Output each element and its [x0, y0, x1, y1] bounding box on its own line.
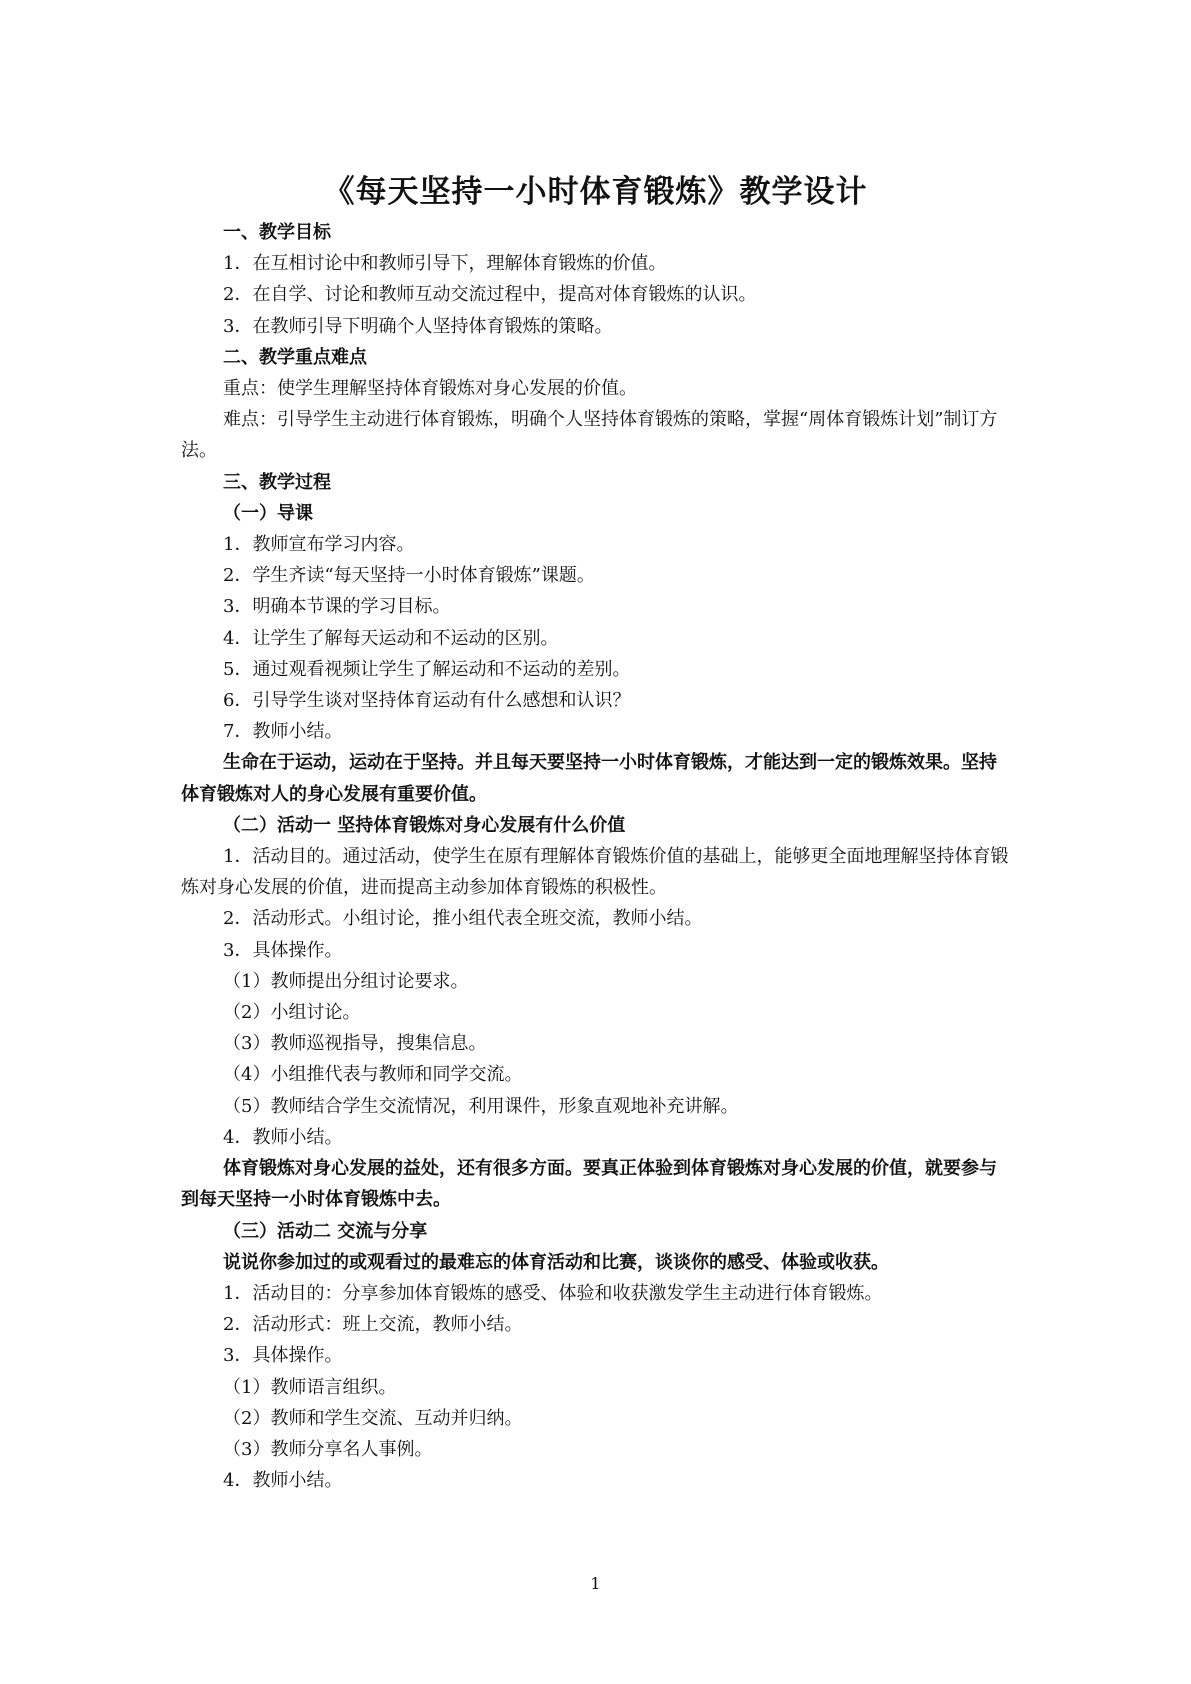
goal-item: 3．在教师引导下明确个人坚持体育锻炼的策略。: [223, 315, 613, 337]
goal-item: 1．在互相讨论中和教师引导下，理解体育锻炼的价值。: [223, 253, 667, 275]
activity1-step: （1）教师提出分组讨论要求。: [223, 970, 469, 992]
page-number: 1: [590, 1574, 601, 1593]
activity2-form: 2．活动形式：班上交流，教师小结。: [223, 1314, 523, 1336]
section-heading-goals: 一、教学目标: [223, 222, 331, 243]
document-body: [181, 217, 1013, 1496]
activity2-step: （3）教师分享名人事例。: [223, 1438, 433, 1460]
activity1-step: （5）教师结合学生交流情况，利用课件，形象直观地补充讲解。: [223, 1095, 739, 1117]
activity2-summary-label: 4．教师小结。: [223, 1470, 343, 1492]
subsection-heading-intro: （一）导课: [223, 502, 313, 524]
activity1-form: 2．活动形式。小组讨论，推小组代表全班交流，教师小结。: [223, 908, 703, 930]
activity2-step: （2）教师和学生交流、互动并归纳。: [223, 1407, 523, 1429]
activity2-step: （1）教师语言组织。: [223, 1376, 397, 1398]
intro-item: 3．明确本节课的学习目标。: [223, 596, 451, 618]
activity2-prompt: 说说你参加过的或观看过的最难忘的体育活动和比赛，谈谈你的感受、体验或收获。: [223, 1251, 889, 1273]
subsection-heading-activity2: （三）活动二 交流与分享: [223, 1220, 428, 1242]
activity2-operation: 3．具体操作。: [223, 1345, 343, 1367]
intro-item: 1．教师宣布学习内容。: [223, 534, 415, 556]
page-title: 《每天坚持一小时体育锻炼》教学设计: [323, 174, 868, 210]
key-point-text: 重点：使学生理解坚持体育锻炼对身心发展的价值。: [223, 378, 637, 400]
subsection-heading-activity1: （二）活动一 坚持体育锻炼对身心发展有什么价值: [223, 814, 626, 836]
intro-item: 7．教师小结。: [223, 721, 343, 743]
activity1-summary: 体育锻炼对身心发展的益处，还有很多方面。要真正体验到体育锻炼对身心发展的价值，就要参与到每天坚持一小时体育锻炼中去。: [181, 1158, 997, 1211]
activity1-step: （2）小组讨论。: [223, 1002, 361, 1024]
section-heading-key-points: 二、教学重点难点: [223, 346, 367, 368]
intro-item: 4．让学生了解每天运动和不运动的区别。: [223, 627, 559, 649]
section-heading-process: 三、教学过程: [223, 471, 331, 493]
intro-summary: 生命在于运动，运动在于坚持。并且每天要坚持一小时体育锻炼，才能达到一定的锻炼效果。坚持体育锻炼对人的身心发展有重要价值。: [181, 752, 997, 805]
activity2-purpose: 1．活动目的：分享参加体育锻炼的感受、体验和收获激发学生主动进行体育锻炼。: [223, 1282, 883, 1304]
difficulty-text: 难点：引导学生主动进行体育锻炼，明确个人坚持体育锻炼的策略，掌握“周体育锻炼计划”制订方法。: [181, 409, 998, 462]
intro-item: 6．引导学生谈对坚持体育运动有什么感想和认识？: [223, 690, 631, 712]
intro-item: 2．学生齐读“每天坚持一小时体育锻炼”课题。: [223, 565, 595, 587]
activity1-operation: 3．具体操作。: [223, 939, 343, 961]
activity1-summary-label: 4．教师小结。: [223, 1126, 343, 1148]
activity1-step: （4）小组推代表与教师和同学交流。: [223, 1064, 523, 1086]
intro-item: 5．通过观看视频让学生了解运动和不运动的差别。: [223, 658, 631, 680]
activity1-step: （3）教师巡视指导，搜集信息。: [223, 1033, 487, 1055]
activity1-purpose: 1．活动目的。通过活动，使学生在原有理解体育锻炼价值的基础上，能够更全面地理解坚持体育锻炼对身心发展的价值，进而提高主动参加体育锻炼的积极性。: [181, 846, 1009, 899]
goal-item: 2．在自学、讨论和教师互动交流过程中，提高对体育锻炼的认识。: [223, 284, 757, 306]
